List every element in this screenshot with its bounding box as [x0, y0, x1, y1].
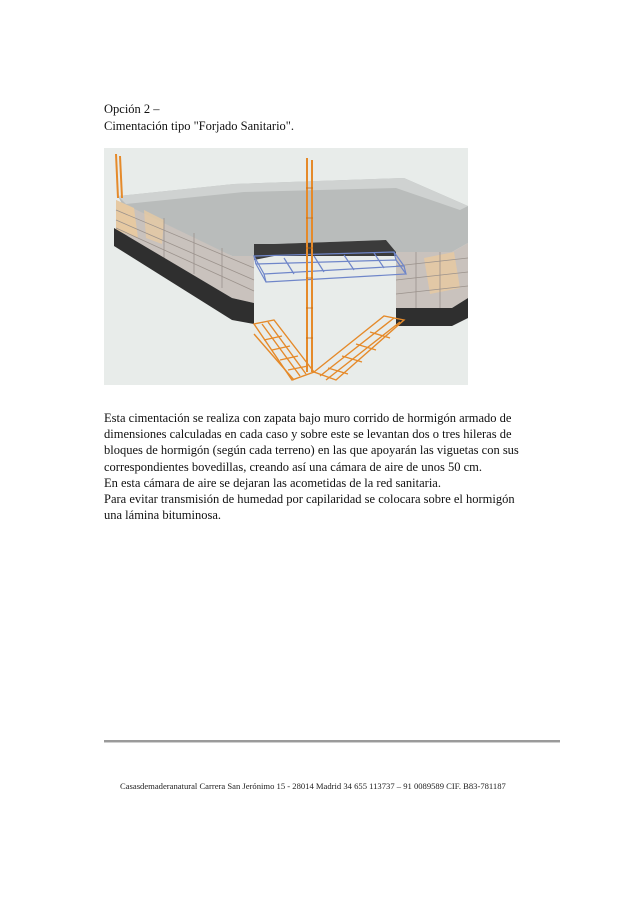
heading-option: Opción 2 –: [104, 102, 160, 116]
paragraph-line: Para evitar transmisión de humedad por capilaridad se colocara sobre el hormigón: [104, 492, 515, 507]
paragraph-line: En esta cámara de aire se dejaran las acometidas de la red sanitaria.: [104, 475, 441, 490]
footer-contact: Casasdemaderanatural Carrera San Jerónimo 15 - 28014 Madrid 34 655 113737 – 91 0089589 CIF. B83-781187: [120, 781, 506, 791]
paragraph-line: Esta cimentación se realiza con zapata bajo muro corrido de hormigón armado de: [104, 411, 512, 425]
footer-divider: [104, 740, 560, 743]
paragraph-line: una lámina bituminosa.: [104, 508, 221, 523]
forjado-sanitario-illustration-icon: [104, 148, 468, 385]
forjado-sanitario-figure: [104, 148, 468, 385]
page-heading: [104, 101, 294, 134]
paragraph-line: bloques de hormigón (según cada terreno) en las que apoyarán las viguetas con sus: [104, 443, 519, 458]
paragraph-line: dimensiones calculadas en cada caso y sobre este se levantan dos o tres hileras de: [104, 427, 512, 442]
paragraph-line: correspondientes bovedillas, creando así una cámara de aire de unos 50 cm.: [104, 459, 482, 474]
heading-title: Cimentación tipo "Forjado Sanitario".: [104, 118, 295, 133]
description-paragraph: [104, 410, 564, 523]
